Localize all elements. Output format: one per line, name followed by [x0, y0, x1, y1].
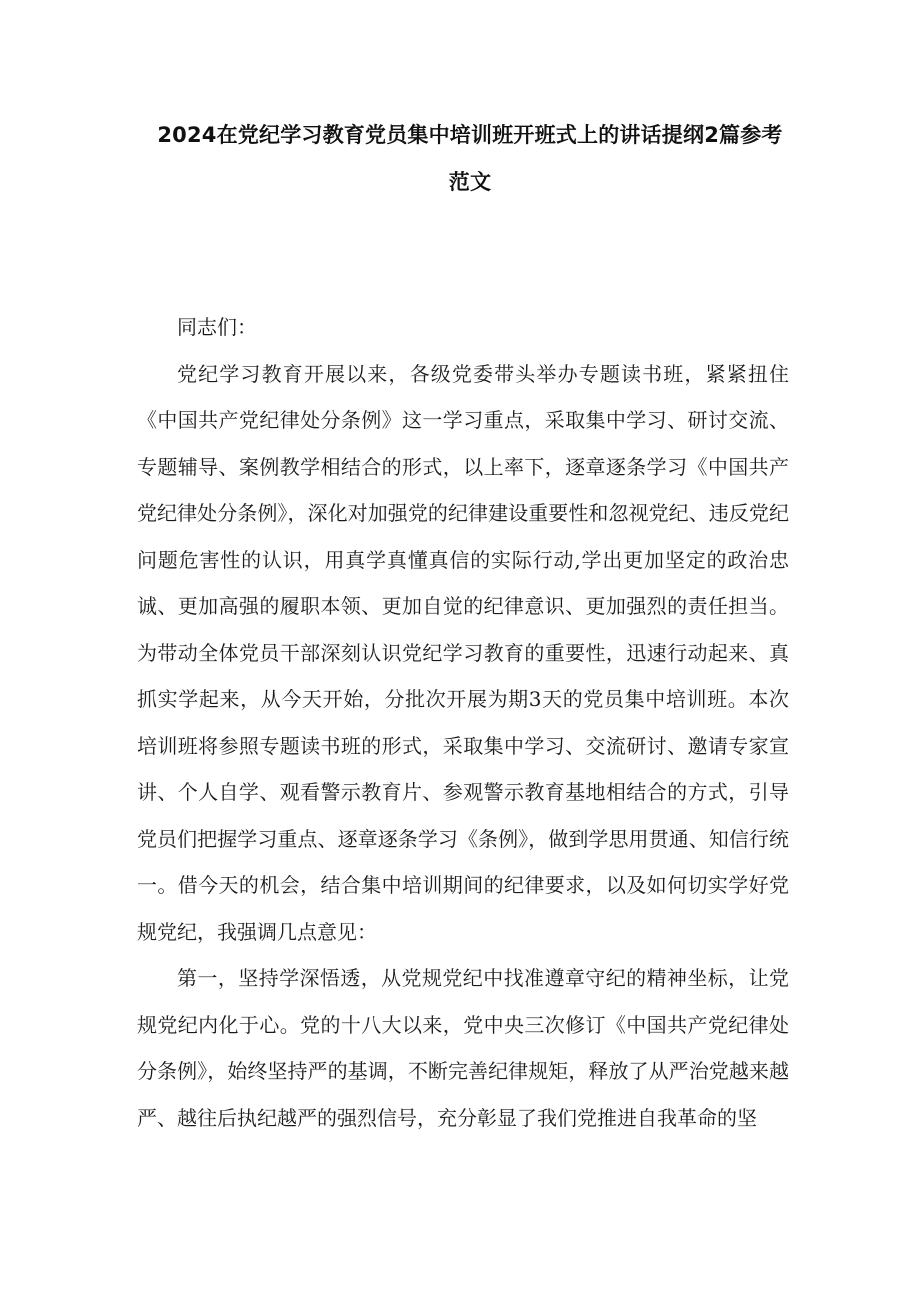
paragraph-point-one: 第一，坚持学深悟透，从党规党纪中找准遵章守纪的精神坐标，让党规党纪内化于心。党的十八大以来，党中央三次修订《中国共产党纪律处分条例》，始终坚持严的基调，不断完善纪律规矩，释放了从严治党越来越严、越往后执纪越严的强烈信号，充分彰显了我们党推进自我革命的坚 [137, 966, 789, 1130]
salutation: 同志们： [177, 315, 257, 339]
paragraph-intro: 党纪学习教育开展以来，各级党委带头举办专题读书班，紧紧扭住《中国共产党纪律处分条例》这一学习重点，采取集中学习、研讨交流、专题辅导、案例教学相结合的形式，以上率下，逐章逐条学习《中国共产党纪律处分条例》，深化对加强党的纪律建设重要性和忽视党纪、违反党纪问题危害性的认识，用真学真懂真信的实际行动,学出更加坚定的政治忠诚、更加高强的履职本领、更加自觉的纪律意识、更加强烈的责任担当。为带动全体党员干部深刻认识党纪学习教育的重要性，迅速行动起来、真抓实学起来，从今天开始，分批次开展为期3天的党员集中培训班。本次培训班将参照专题读书班的形式，采取集中学习、交流研讨、邀请专家宣讲、个人自学、观看警示教育片、参观警示教育基地相结合的方式，引导党员们把握学习重点、逐章逐条学习《条例》，做到学思用贯通、知信行统一。借今天的机会，结合集中培训期间的纪律要求，以及如何切实学好党规党纪，我强调几点意见： [137, 361, 789, 944]
document-title: 2024在党纪学习教育党员集中培训班开班式上的讲话提纲2篇参考范文 [157, 123, 783, 194]
document-body [137, 304, 789, 1141]
